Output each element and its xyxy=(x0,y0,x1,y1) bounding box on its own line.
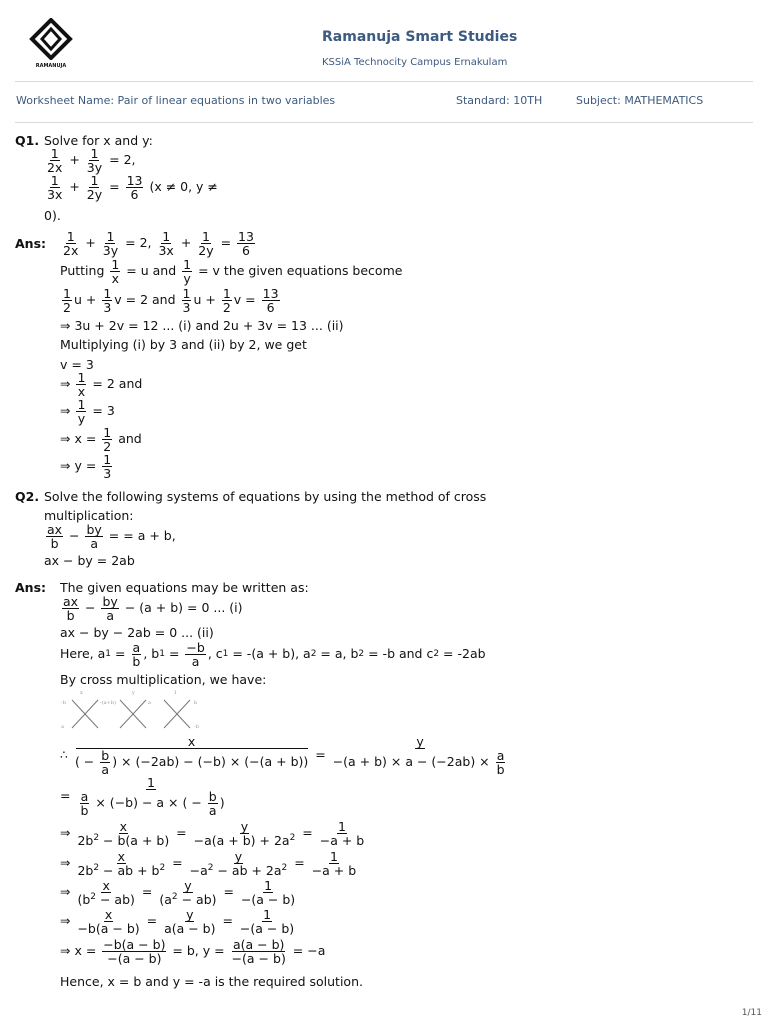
q1-step-mult: Multiplying (i) by 3 and (ii) by 2, we get xyxy=(60,337,307,352)
subject: Subject: MATHEMATICS xyxy=(576,94,704,107)
page-subtitle: KSSiA Technocity Campus Ernakulam xyxy=(322,57,508,68)
q2-label: Q2. xyxy=(15,489,40,504)
q1-eq2-cont: 0). xyxy=(44,208,61,223)
page-title: Ramanuja Smart Studies xyxy=(322,29,518,45)
q2-question-l2: multiplication: xyxy=(44,508,134,523)
q2-eq-ii: ax − by − 2ab = 0 ... (ii) xyxy=(60,625,214,640)
svg-text:a: a xyxy=(148,700,151,706)
svg-text:b: b xyxy=(194,700,198,706)
logo-diamond-icon xyxy=(24,18,78,60)
q1-step-1y: ⇒ $\frac{1}{y}$ = 3 xyxy=(60,397,115,427)
svg-text:-b: -b xyxy=(194,724,199,730)
standard: Standard: 10TH xyxy=(456,94,543,107)
q2-ans-intro: The given equations may be written as: xyxy=(60,580,309,595)
q1-uv-eqs: $\frac{1}{2}$ u + $\frac{1}{3}$ v = 2 and $\frac{1}{3}$ u + $\frac{1}{2}$ v = $\frac{13}{6}$ xyxy=(63,286,279,316)
q2-step-5: ⇒ x = $\frac{-b(a - b)}{-(a - b)}$ = b, y = $\frac{a(a - b)}{-(a - b)}$ = −a xyxy=(60,937,326,967)
q2-eq1: $\frac{ax}{b}$ − $\frac{by}{a}$ = = a + b, xyxy=(47,522,176,552)
page-number: 1/11 xyxy=(741,1008,762,1018)
q2-conclusion: Hence, x = b and y = -a is the required solution. xyxy=(60,974,363,989)
q2-step-2: ⇒ $\frac{x}{2b^2 - ab + b^2}$ = $\frac{y}{-a^2 - ab + 2a^2}$ = $\frac{1}{-a + b}$ xyxy=(60,849,357,879)
svg-text:-b: -b xyxy=(61,700,66,706)
svg-text:1: 1 xyxy=(174,690,178,696)
q2-step-3: ⇒ $\frac{x}{(b^2 - ab)}$ = $\frac{y}{(a^2 - ab)}$ = $\frac{1}{-(a - b)}$ xyxy=(60,878,296,908)
q1-eq2: $\frac{1}{3x}$ + $\frac{1}{2y}$ = $\frac{13}{6}$ (x ≠ 0, y ≠ xyxy=(47,173,218,203)
q1-step-x: ⇒ x = $\frac{1}{2}$ and xyxy=(60,425,142,455)
q1-substitution: Putting $\frac{1}{x}$ = u and $\frac{1}{y}$ = v the given equations become xyxy=(60,257,403,287)
q2-step-1: ⇒ $\frac{x}{2b^2 - b(a + b)}$ = $\frac{y}{-a(a + b) + 2a^2}$ = $\frac{1}{-a + b}$ xyxy=(60,819,365,849)
q1-step-1x: ⇒ $\frac{1}{x}$ = 2 and xyxy=(60,370,143,400)
cross-multiplication-diagram xyxy=(60,688,208,734)
q1-question: Solve for x and y: xyxy=(44,133,153,148)
svg-text:-(a+b): -(a+b) xyxy=(100,700,116,706)
q1-step-eqs: ⇒ 3u + 2v = 12 ... (i) and 2u + 3v = 13 ... (ii) xyxy=(60,318,344,333)
q1-step-v: v = 3 xyxy=(60,357,94,372)
q1-label: Q1. xyxy=(15,133,40,148)
q2-cross-text: By cross multiplication, we have: xyxy=(60,672,267,687)
svg-text:x: x xyxy=(80,690,83,696)
worksheet-name: Worksheet Name: Pair of linear equations in two variables xyxy=(16,94,336,107)
q1-ans-eqs: $\frac{1}{2x}$ + $\frac{1}{3y}$ = 2, $\frac{1}{3x}$ + $\frac{1}{2y}$ = $\frac{13}{6}$ xyxy=(63,229,254,259)
logo xyxy=(24,18,78,68)
q2-coefficients: Here, a 1 = $\frac{a}{b}$ , b 1 = $\frac{-b}{a}$ , c 1 = -(a + b), a 2 = a, b 2 = -b and c 2 = -2ab xyxy=(60,640,486,670)
q2-ans-label: Ans: xyxy=(15,580,47,595)
q2-cross-result: ∴ x ( − $\frac{b}{a}$ ) × (−2ab) − (−b) × (−(a + b)) = y −(a + b) × a − (−2ab) × $\frac{a}{b}$ xyxy=(60,734,505,778)
q1-ans-label: Ans: xyxy=(15,236,47,251)
svg-text:a: a xyxy=(61,724,64,730)
q1-step-y: ⇒ y = $\frac{1}{3}$ xyxy=(60,452,112,482)
q1-eq1: $\frac{1}{2x}$ + $\frac{1}{3y}$ = 2, xyxy=(47,146,136,176)
svg-text:y: y xyxy=(132,690,135,696)
q2-step-4: ⇒ $\frac{x}{-b(a - b)}$ = $\frac{y}{a(a - b)}$ = $\frac{1}{-(a - b)}$ xyxy=(60,907,295,937)
logo-text: RAMANUJA xyxy=(35,63,67,69)
q2-question-l1: Solve the following systems of equations by using the method of cross xyxy=(44,489,487,504)
q2-eq-i: $\frac{ax}{b}$ − $\frac{by}{a}$ − (a + b) = 0 ... (i) xyxy=(63,594,243,624)
q2-eq2: ax − by = 2ab xyxy=(44,553,135,568)
q2-cross-result-2: = 1 $\frac{a}{b}$ × (−b) − a × ( − $\frac{b}{a}$ ) xyxy=(60,775,225,819)
